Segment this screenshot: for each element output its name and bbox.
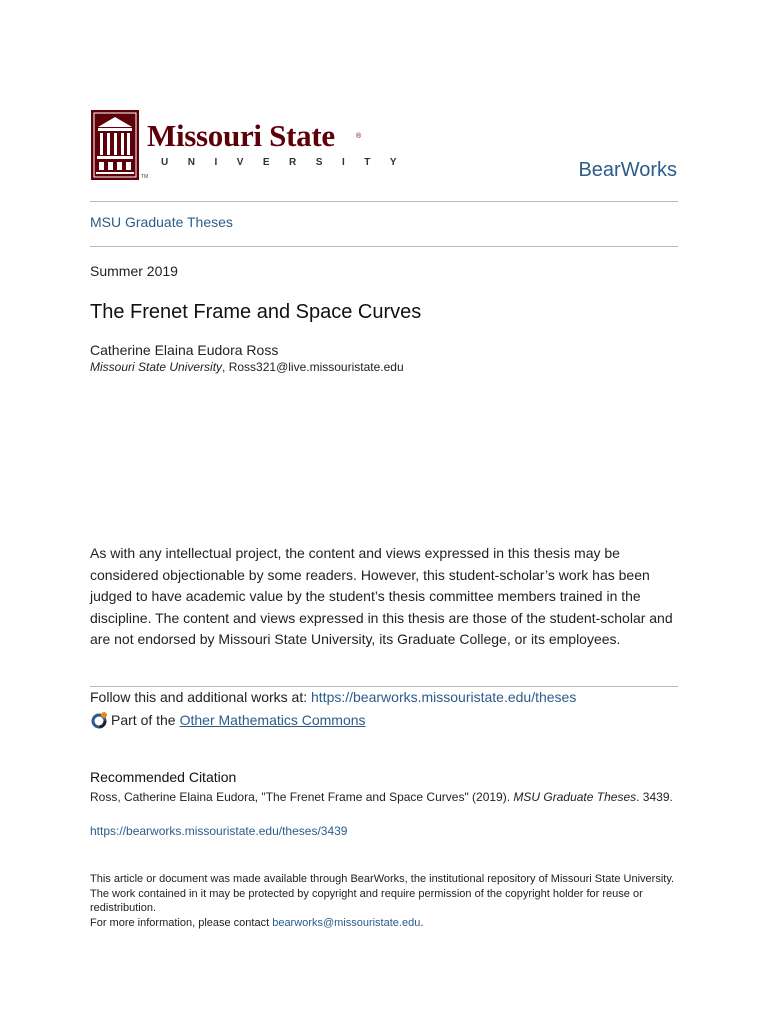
divider — [90, 246, 678, 247]
author-name: Catherine Elaina Eudora Ross — [90, 342, 279, 358]
registered-mark: ® — [356, 133, 362, 140]
commons-link[interactable]: Other Mathematics Commons — [179, 712, 366, 728]
divider — [90, 686, 678, 687]
part-of-line — [90, 709, 366, 731]
university-subtitle: UNIVERSITY — [161, 157, 417, 168]
trademark-mark: TM — [141, 174, 149, 180]
series-link[interactable]: MSU Graduate Theses — [90, 214, 233, 230]
citation-link[interactable]: https://bearworks.missouristate.edu/theses/3439 — [90, 824, 348, 838]
citation-heading: Recommended Citation — [90, 769, 237, 785]
footer-contact — [90, 916, 680, 931]
citation-series: MSU Graduate Theses — [513, 790, 637, 804]
contact-email-link[interactable]: bearworks@missouristate.edu — [272, 916, 421, 929]
university-wordmark: Missouri State — [147, 118, 335, 153]
footer-text: This article or document was made available through BearWorks, the institutional repository of Missouri State University. The work contained in it may be protected by copyright and require permission of the copyright holder for reuse or redistribution. — [90, 873, 675, 914]
contact-label: For more information, please contact — [90, 916, 273, 929]
author-affiliation — [90, 360, 404, 375]
divider — [90, 201, 678, 202]
follow-label: Follow this and additional works at: — [90, 689, 311, 705]
publication-date: Summer 2019 — [90, 263, 178, 279]
author-email: , Ross321@live.missouristate.edu — [222, 360, 404, 374]
thesis-title: The Frenet Frame and Space Curves — [90, 301, 422, 323]
citation-text — [90, 789, 680, 806]
part-of-label: Part of the — [111, 712, 176, 728]
disclaimer-text: As with any intellectual project, the content and views expressed in this thesis may be considered objectionable by some readers. However, this student-scholar’s work has been judged to have academic value by the student’s thesis committee members trained in the discipline. The content and views expressed in this thesis are those of the student-scholar and are not endorsed by Missouri State University, its Graduate College, or its employees. — [90, 545, 673, 647]
follow-link[interactable]: https://bearworks.missouristate.edu/theses — [311, 689, 577, 705]
contact-end: . — [420, 916, 424, 929]
commons-network-icon — [90, 711, 108, 729]
footer-notice — [90, 872, 680, 930]
university-seal-icon — [90, 109, 140, 181]
citation-end: . 3439. — [636, 790, 673, 804]
affiliation-name: Missouri State University — [90, 360, 223, 374]
follow-line — [90, 689, 576, 706]
citation-start: Ross, Catherine Elaina Eudora, "The Frenet Frame and Space Curves" (2019). — [90, 790, 514, 804]
repository-name[interactable]: BearWorks — [578, 159, 677, 181]
